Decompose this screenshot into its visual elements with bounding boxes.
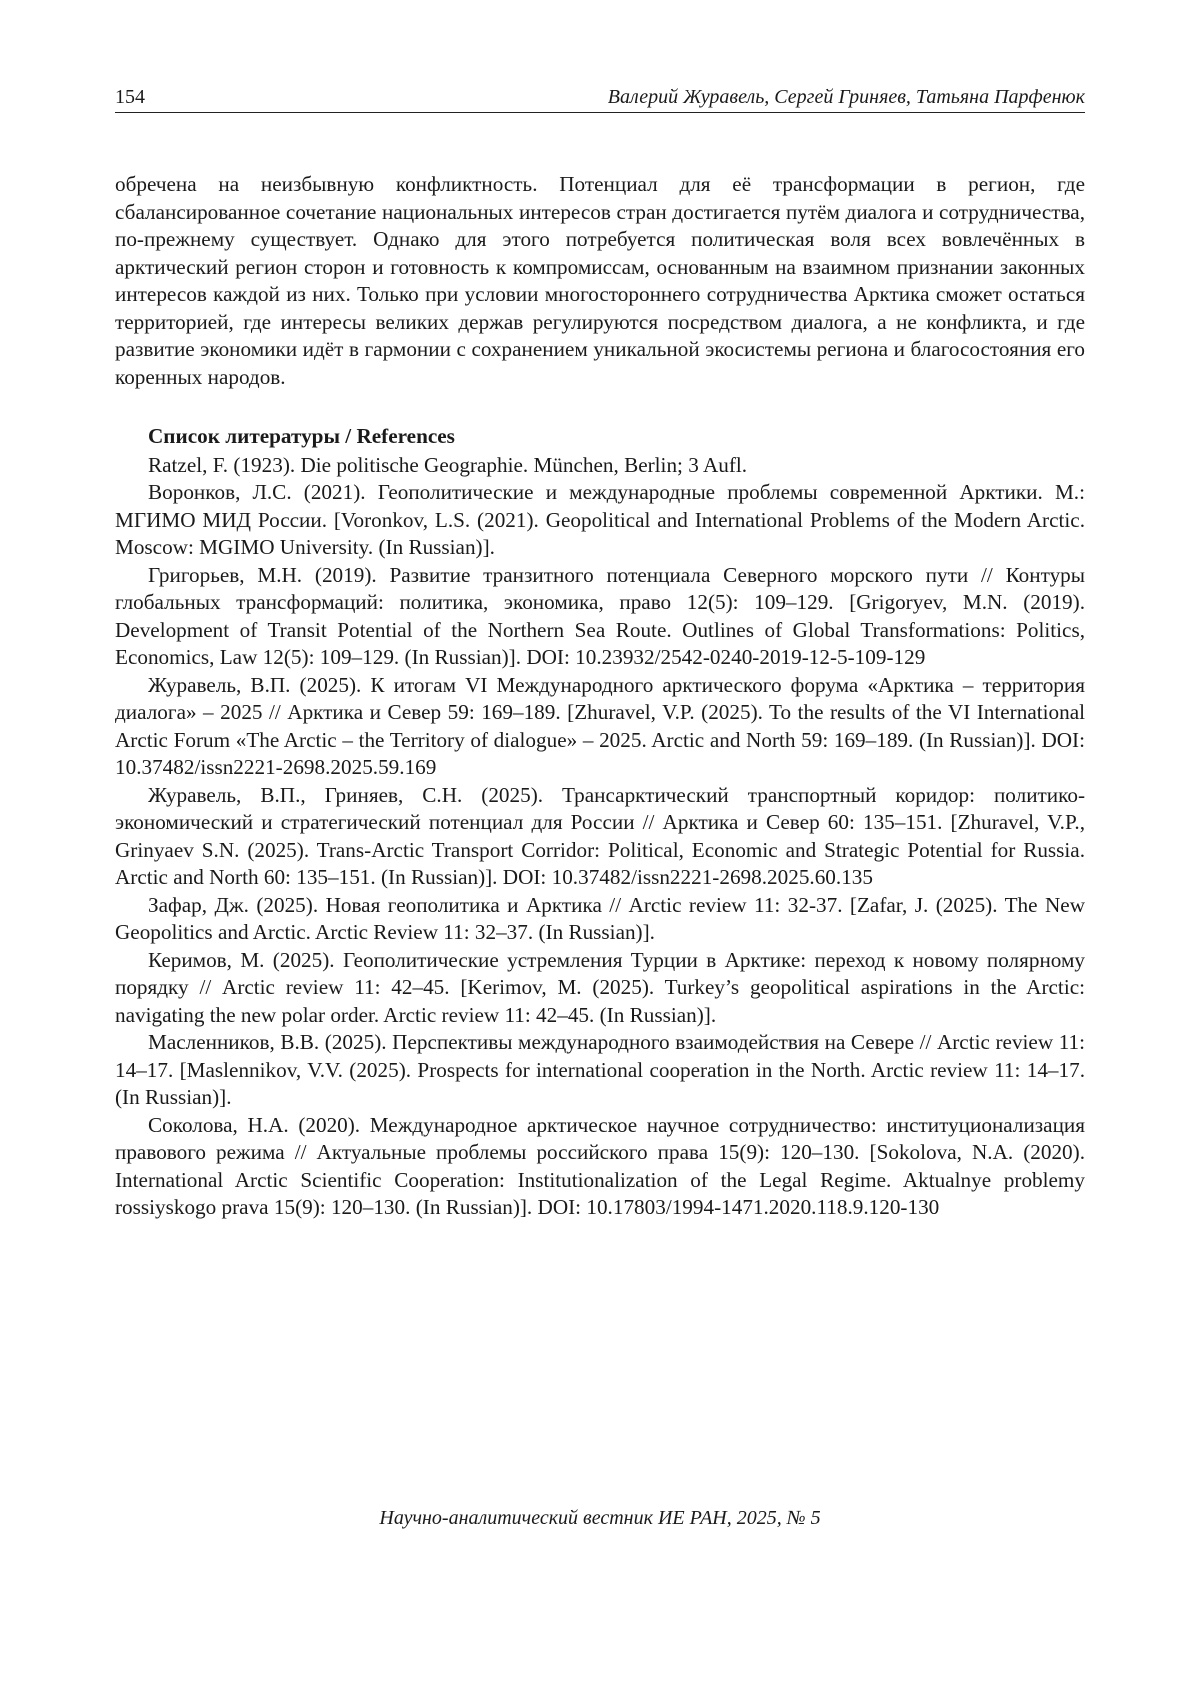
journal-footer: Научно-аналитический вестник ИЕ РАН, 2025, № 5 (379, 1507, 821, 1529)
reference-item: Журавель, В.П., Гриняев, С.Н. (2025). Трансарктический транспортный коридор: политико-экономический и стратегический потенциал для России // Арктика и Север 60: 135–151. [Zhuravel, V.P., Grinyaev S.N. (2025). Trans-Arctic Transport Corridor: Political, Economic and Strategic Potential for Russia. Arctic and North 60: 135–151. (In Russian)]. DOI: 10.37482/issn2221-2698.2025.60.135 (115, 782, 1085, 889)
reference-item: Григорьев, М.Н. (2019). Развитие транзитного потенциала Северного морского пути // Контуры глобальных трансформаций: политика, экономика, право 12(5): 109–129. [Grigoryev, M.N. (2019). Development of Transit Potential of the Northern Sea Route. Outlines of Global Transformations: Politics, Economics, Law 12(5): 109–129. (In Russian)]. DOI: 10.23932/2542-0240-2019-12-5-109-129 (115, 562, 1085, 669)
page-number: 154 (115, 86, 145, 108)
reference-item: Керимов, М. (2025). Геополитические устремления Турции в Арктике: переход к новому полярному порядку // Arctic review 11: 42–45. [Kerimov, M. (2025). Turkey’s geopolitical aspirations in the Arctic: navigating the new polar order. Arctic review 11: 42–45. (In Russian)]. (115, 947, 1085, 1027)
running-header (115, 84, 1085, 113)
reference-item: Зафар, Дж. (2025). Новая геополитика и Арктика // Arctic review 11: 32-37. [Zafar, J. (2025). The New Geopolitics and Arctic. Arctic Review 11: 32–37. (In Russian)]. (115, 892, 1085, 944)
reference-item: Масленников, В.В. (2025). Перспективы международного взаимодействия на Севере // Arctic review 11: 14–17. [Maslennikov, V.V. (2025). Prospects for international cooperation in the North. Arctic review 11: 14–17. (In Russian)]. (115, 1030, 1085, 1109)
body-text (115, 171, 1085, 391)
references-title: Список литературы / References (148, 424, 455, 448)
reference-item: Журавель, В.П. (2025). К итогам VI Международного арктического форума «Арктика – территория диалога» – 2025 // Арктика и Север 59: 169–189. [Zhuravel, V.P. (2025). To the results of the VI International Arctic Forum «The Arctic – the Territory of dialogue» – 2025. Arctic and North 59: 169–189. (In Russian)]. DOI: 10.37482/issn2221-2698.2025.59.169 (115, 672, 1085, 779)
reference-item: Воронков, Л.С. (2021). Геополитические и международные проблемы современной Арктики. М.: МГИМО МИД России. [Voronkov, L.S. (2021). Geopolitical and International Problems of the Modern Arctic. Moscow: MGIMO University. (In Russian)]. (115, 480, 1085, 559)
reference-item: Соколова, Н.А. (2020). Международное арктическое научное сотрудничество: институционализация правового режима // Актуальные проблемы российского права 15(9): 120–130. [Sokolova, N.A. (2020). International Arctic Scientific Cooperation: Institutionalization of the Legal Regime. Aktualnye problemy rossiyskogo prava 15(9): 120–130. (In Russian)]. DOI: 10.17803/1994-1471.2020.118.9.120-130 (115, 1112, 1085, 1219)
body-paragraph: обречена на неизбывную конфликтность. Потенциал для её трансформации в регион, где сбалансированное сочетание национальных интересов стран достигается путём диалога и сотрудничества, по-прежнему существует. Однако для этого потребуется политическая воля всех вовлечённых в арктический регион сторон и готовность к компромиссам, основанным на взаимном признании законных интересов каждой из них. Только при условии многостороннего сотрудничества Арктика сможет остаться территорией, где интересы великих держав регулируются посредством диалога, а не конфликта, и где развитие экономики идёт в гармонии с сохранением уникальной экосистемы региона и благосостояния его коренных народов. (115, 172, 1085, 389)
references-section (115, 423, 1085, 1222)
running-header-authors: Валерий Журавель, Сергей Гриняев, Татьяна Парфенюк (607, 86, 1085, 108)
reference-item: Ratzel, F. (1923). Die politische Geographie. München, Berlin; 3 Aufl. (148, 452, 748, 477)
